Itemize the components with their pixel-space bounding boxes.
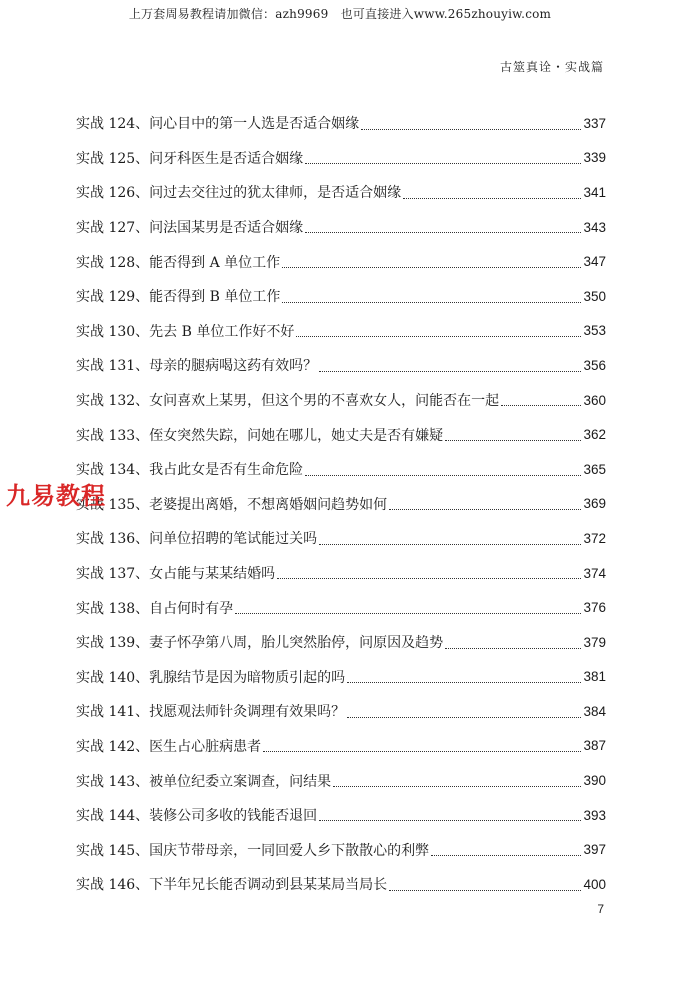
table-of-contents — [76, 106, 606, 902]
toc-entry-title: 实战 133、侄女突然失踪，问她在哪儿，她丈夫是否有嫌疑 — [76, 427, 444, 444]
toc-entry[interactable] — [76, 279, 606, 314]
toc-leader-dots — [305, 162, 581, 164]
toc-leader-dots — [282, 301, 581, 303]
toc-leader-dots — [319, 819, 581, 821]
toc-entry[interactable] — [76, 694, 606, 729]
toc-entry-page: 400 — [583, 876, 606, 892]
toc-entry[interactable] — [76, 590, 606, 625]
toc-entry-page: 341 — [583, 184, 606, 200]
toc-leader-dots — [319, 543, 581, 545]
toc-entry[interactable] — [76, 106, 606, 141]
toc-entry[interactable] — [76, 832, 606, 867]
toc-entry-title: 实战 146、下半年兄长能否调动到县某某局当局长 — [76, 877, 388, 894]
toc-entry-page: 343 — [583, 219, 606, 235]
toc-entry-title: 实战 140、乳腺结节是因为暗物质引起的吗 — [76, 669, 346, 686]
toc-entry-page: 372 — [583, 530, 606, 546]
toc-entry[interactable] — [76, 314, 606, 349]
toc-leader-dots — [501, 404, 581, 406]
toc-entry-title: 实战 145、国庆节带母亲，一同回爱人乡下散散心的利弊 — [76, 842, 430, 859]
toc-entry-page: 365 — [583, 461, 606, 477]
toc-entry-page: 393 — [583, 807, 606, 823]
toc-entry-title: 实战 138、自占何时有孕 — [76, 600, 234, 617]
toc-leader-dots — [319, 370, 581, 372]
toc-entry[interactable] — [76, 175, 606, 210]
page-number: 7 — [597, 902, 604, 916]
toc-entry-title: 实战 141、找愿观法师针灸调理有效果吗？ — [76, 704, 346, 721]
toc-entry[interactable] — [76, 521, 606, 556]
toc-leader-dots — [282, 266, 581, 268]
toc-entry[interactable] — [76, 798, 606, 833]
toc-leader-dots — [431, 854, 581, 856]
toc-entry-title: 实战 142、医生占心脏病患者 — [76, 738, 262, 755]
toc-entry-page: 379 — [583, 634, 606, 650]
toc-leader-dots — [389, 508, 581, 510]
toc-leader-dots — [389, 889, 581, 891]
toc-entry-page: 347 — [583, 254, 606, 270]
toc-entry[interactable] — [76, 417, 606, 452]
toc-leader-dots — [305, 231, 581, 233]
toc-entry-title: 实战 132、女问喜欢上某男，但这个男的不喜欢女人，问能否在一起 — [76, 393, 500, 410]
toc-entry-page: 390 — [583, 773, 606, 789]
toc-entry-page: 369 — [583, 496, 606, 512]
toc-entry-page: 339 — [583, 150, 606, 166]
toc-entry[interactable] — [76, 348, 606, 383]
toc-entry-page: 360 — [583, 392, 606, 408]
toc-entry-title: 实战 128、能否得到 A 单位工作 — [76, 254, 281, 271]
toc-entry-title: 实战 131、母亲的腿病喝这药有效吗？ — [76, 358, 318, 375]
toc-entry-title: 实战 124、问心目中的第一人选是否适合姻缘 — [76, 116, 360, 133]
toc-entry-page: 374 — [583, 565, 606, 581]
toc-entry-title: 实战 139、妻子怀孕第八周，胎儿突然胎停，问原因及趋势 — [76, 635, 444, 652]
toc-entry-title: 实战 129、能否得到 B 单位工作 — [76, 289, 281, 306]
toc-entry[interactable] — [76, 660, 606, 695]
toc-entry-title: 实战 134、我占此女是否有生命危险 — [76, 462, 304, 479]
toc-entry[interactable] — [76, 487, 606, 522]
toc-entry-page: 350 — [583, 288, 606, 304]
toc-entry-title: 实战 144、装修公司多收的钱能否退回 — [76, 808, 318, 825]
watermark-logo: 九易教程 — [6, 482, 106, 510]
toc-leader-dots — [277, 577, 581, 579]
toc-entry-page: 376 — [583, 600, 606, 616]
toc-leader-dots — [445, 439, 581, 441]
toc-leader-dots — [445, 647, 581, 649]
toc-entry-page: 353 — [583, 323, 606, 339]
toc-entry-page: 362 — [583, 427, 606, 443]
toc-leader-dots — [403, 197, 581, 199]
toc-entry[interactable] — [76, 452, 606, 487]
toc-entry[interactable] — [76, 867, 606, 902]
toc-entry-title: 实战 135、老婆提出离婚，不想离婚姻问趋势如何 — [76, 496, 388, 513]
running-header: 古筮真诠・实战篇 — [499, 60, 604, 74]
toc-entry-page: 356 — [583, 357, 606, 373]
toc-entry[interactable] — [76, 625, 606, 660]
toc-entry-title: 实战 130、先去 B 单位工作好不好 — [76, 323, 295, 340]
toc-leader-dots — [296, 335, 581, 337]
toc-leader-dots — [235, 612, 581, 614]
toc-entry-page: 397 — [583, 842, 606, 858]
toc-entry-title: 实战 126、问过去交往过的犹太律师，是否适合姻缘 — [76, 185, 402, 202]
toc-entry[interactable] — [76, 383, 606, 418]
toc-entry-title: 实战 137、女占能与某某结婚吗 — [76, 566, 276, 583]
toc-leader-dots — [333, 785, 581, 787]
toc-entry-title: 实战 143、被单位纪委立案调查，问结果 — [76, 773, 332, 790]
toc-entry-title: 实战 125、问牙科医生是否适合姻缘 — [76, 150, 304, 167]
toc-entry[interactable] — [76, 763, 606, 798]
toc-leader-dots — [305, 474, 581, 476]
toc-leader-dots — [347, 716, 581, 718]
toc-entry-page: 387 — [583, 738, 606, 754]
toc-leader-dots — [347, 681, 581, 683]
toc-entry-page: 381 — [583, 669, 606, 685]
top-banner-text: 上万套周易教程请加微信：azh9969 也可直接进入www.265zhouyiw.com — [128, 7, 552, 21]
toc-entry[interactable] — [76, 556, 606, 591]
toc-entry[interactable] — [76, 141, 606, 176]
toc-entry-title: 实战 136、问单位招聘的笔试能过关吗 — [76, 531, 318, 548]
toc-leader-dots — [263, 750, 581, 752]
toc-entry[interactable] — [76, 210, 606, 245]
toc-entry-page: 384 — [583, 703, 606, 719]
toc-entry[interactable] — [76, 244, 606, 279]
toc-leader-dots — [361, 128, 581, 130]
toc-entry-page: 337 — [583, 115, 606, 131]
toc-entry-title: 实战 127、问法国某男是否适合姻缘 — [76, 220, 304, 237]
toc-entry[interactable] — [76, 729, 606, 764]
